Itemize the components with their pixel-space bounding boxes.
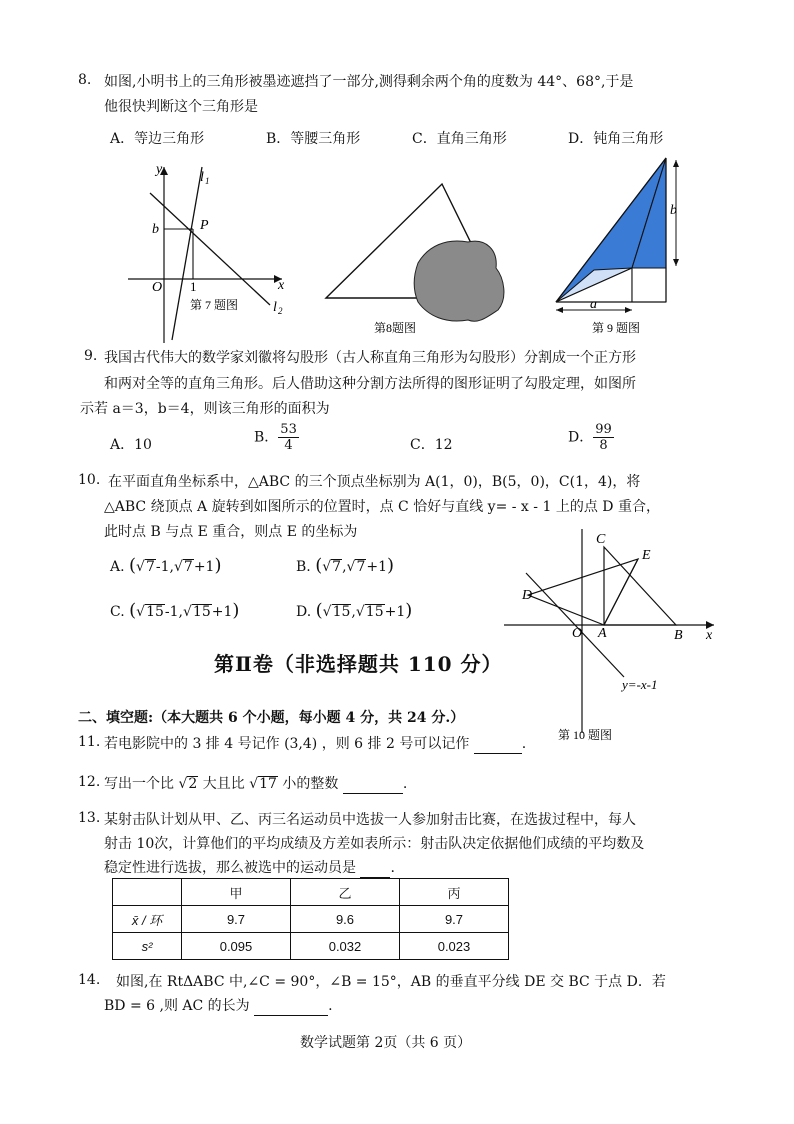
fig9-b-label: b	[670, 203, 677, 218]
q10-option-b-radicand2: 7	[356, 559, 366, 575]
q10-option-a-prefix: A.	[110, 559, 125, 575]
fig10-c-label: C	[596, 532, 606, 547]
table-row	[113, 879, 509, 906]
q14-text-line1: 如图,在 RtΔABC 中,∠C = 90°，∠B = 15°，AB 的垂直平分线 DE 交 BC 于点 D．若	[116, 974, 666, 990]
q10-option-c: C. (√15-1,√15+1)	[110, 600, 240, 621]
q11-number: 11.	[78, 734, 101, 750]
q11-end: .	[521, 736, 527, 752]
q9-text-line1: 我国古代伟大的数学家刘徽将勾股形（古人称直角三角形为勾股形）分割成一个正方形	[104, 350, 636, 366]
q10-option-b-mid: ,	[342, 559, 347, 575]
q10-text-line3: 此时点 B 与点 E 重合，则点 E 的坐标为	[104, 524, 358, 540]
q10-option-d-radicand1: 15	[332, 604, 351, 620]
q10-option-a: A. (√7-1,√7+1)	[110, 555, 222, 576]
q9-text-line2: 和两对全等的直角三角形。后人借助这种分割方法所得的图形证明了勾股定理，如图所	[104, 376, 636, 392]
q8-text-line2: 他很快判断这个三角形是	[104, 99, 258, 115]
q13-text-line3	[104, 858, 395, 878]
table-cell: 0.095	[182, 933, 291, 960]
q9-option-d-denominator: 8	[599, 438, 608, 453]
q12-end: .	[402, 776, 408, 792]
q11-answer-blank[interactable]	[474, 739, 522, 754]
q10-option-d-end: +1	[384, 604, 406, 620]
q9-option-d-prefix: D．	[568, 429, 594, 446]
fig9-caption: 第 9 题图	[592, 321, 641, 335]
figure-10	[500, 525, 730, 750]
fig10-e-label: E	[642, 548, 651, 563]
q9-number: 9.	[84, 348, 98, 364]
fig7-b-label: b	[152, 222, 159, 237]
fig7-l2-subscript: 2	[278, 306, 283, 316]
q9-option-b-prefix: B．	[254, 429, 279, 446]
q13-text-line2: 射击 10次，计算他们的平均成绩及方差如表所示：射击队决定依据他们成绩的平均数及	[104, 836, 645, 852]
q8-option-a: A．等边三角形	[110, 131, 205, 147]
fig10-o-label: O	[572, 626, 583, 641]
q8-number: 8.	[78, 72, 92, 88]
q13-score-table	[112, 878, 509, 960]
figure-7	[120, 155, 300, 345]
table-cell: 9.6	[291, 906, 400, 933]
q10-option-a-radicand1: 7	[145, 559, 155, 575]
table-row	[113, 933, 509, 960]
q14-answer-blank[interactable]	[254, 1001, 328, 1016]
table-header-jia: 甲	[182, 879, 291, 906]
q14-text-line2	[104, 996, 333, 1016]
q10-text-line1: 在平面直角坐标系中，△ABC 的三个顶点坐标别为 A(1，0)，B(5，0)，C(1，4)，将	[108, 474, 641, 490]
fig7-one-label: 1	[190, 279, 197, 294]
q14-end: .	[328, 998, 333, 1014]
fig10-d-label: D	[522, 588, 533, 603]
fig7-caption: 第 7 题图	[190, 298, 239, 312]
q12-radicand2: 17	[259, 776, 277, 792]
table-row	[113, 906, 509, 933]
table-cell: 0.023	[400, 933, 509, 960]
q12-text: 写出一个比 √2 大且比 √17 小的整数 .	[104, 776, 408, 792]
q9-option-b	[254, 422, 299, 453]
table-header-blank	[113, 879, 182, 906]
q10-option-a-mid: -1,	[155, 559, 174, 575]
fig10-b-label: B	[674, 628, 683, 643]
figure-8	[318, 178, 518, 343]
q12-radicand1: 2	[188, 776, 198, 792]
q9-option-b-denominator: 4	[284, 438, 293, 453]
q10-option-a-end: +1	[193, 559, 215, 575]
q10-text-line2: △ABC 绕顶点 A 旋转到如图所示的位置时，点 C 恰好与直线 y= - x - 1 上的点 D 重合，	[104, 499, 660, 515]
q10-option-b-radicand1: 7	[332, 559, 342, 575]
q9-option-d-fraction	[593, 422, 614, 453]
table-header-yi: 乙	[291, 879, 400, 906]
q13-number: 13.	[78, 810, 101, 826]
figure-9	[548, 150, 698, 340]
q10-option-a-radicand2: 7	[183, 559, 193, 575]
q9-option-d-numerator: 99	[595, 422, 612, 437]
table-cell: 9.7	[182, 906, 291, 933]
q10-option-b-prefix: B.	[296, 559, 311, 575]
q12-number: 12.	[78, 774, 101, 790]
fig7-y-label: y	[156, 162, 163, 177]
fig8-caption: 第8题图	[374, 321, 417, 335]
fig9-a-label: a	[590, 297, 597, 312]
q12-text-a: 写出一个比	[104, 776, 174, 792]
q10-option-d: D. (√15,√15+1)	[296, 600, 413, 621]
q11-text-body: 若电影院中的 3 排 4 号记作 (3,4) ，则 6 排 2 号可以记作	[104, 736, 470, 752]
table-row-label-mean: x̄ / 环	[113, 906, 182, 933]
part2-title: 第Ⅱ卷（非选择题共 110 分）	[214, 652, 503, 676]
q10-option-d-prefix: D.	[296, 604, 312, 620]
fig7-p-label: P	[200, 218, 209, 233]
q10-option-c-radicand1: 15	[146, 604, 164, 620]
fig7-l1-label: l	[200, 170, 204, 185]
q12-answer-blank[interactable]	[343, 779, 403, 794]
q13-answer-blank[interactable]	[360, 863, 390, 878]
fig7-o-label: O	[152, 280, 163, 295]
q10-option-c-mid: -1,	[164, 604, 183, 620]
q11-text	[104, 734, 526, 754]
q10-option-b-end: +1	[366, 559, 388, 575]
fig10-line-label: y=-x-1	[622, 677, 658, 692]
q9-option-c: C．12	[410, 437, 453, 453]
q12-text-c: 小的整数	[282, 776, 339, 792]
q14-text-line2-body: BD = 6 ,则 AC 的长为	[104, 998, 250, 1014]
q9-option-d	[568, 422, 614, 453]
fig7-x-label: x	[278, 278, 285, 293]
table-row-label-variance: s²	[113, 933, 182, 960]
q10-option-c-radicand2: 15	[192, 604, 211, 620]
q8-option-d: D．钝角三角形	[568, 131, 664, 147]
fig10-a-label: A	[598, 626, 607, 641]
page-footer: 数学试题第 2页（共 6 页）	[300, 1035, 472, 1051]
q10-option-d-radicand2: 15	[365, 604, 384, 620]
q8-text-line1: 如图,小明书上的三角形被墨迹遮挡了一部分,测得剩余两个角的度数为 44°、68°,于是	[104, 74, 634, 90]
q10-number: 10.	[78, 472, 101, 488]
q14-number: 14.	[78, 972, 101, 988]
q9-option-b-numerator: 53	[280, 422, 297, 437]
fig10-caption: 第 10 题图	[558, 728, 613, 742]
section2-heading: 二、填空题:（本大题共 6 个小题，每小题 4 分，共 24 分.）	[78, 710, 465, 726]
q13-end: .	[390, 860, 395, 876]
fig10-x-label: x	[706, 628, 713, 643]
q12-text-b: 大且比	[202, 776, 245, 792]
q9-option-a: A．10	[110, 437, 152, 453]
fig7-l1-subscript: 1	[205, 176, 210, 186]
table-cell: 9.7	[400, 906, 509, 933]
q13-text-line3-body: 稳定性进行选拔，那么被选中的运动员是	[104, 860, 356, 876]
q8-option-b: B．等腰三角形	[266, 131, 361, 147]
table-header-bing: 丙	[400, 879, 509, 906]
table-cell: 0.032	[291, 933, 400, 960]
fig7-l2-label: l	[273, 300, 277, 315]
q9-text-line3: 示若 a＝3，b＝4，则该三角形的面积为	[80, 401, 330, 417]
q10-option-b: B. (√7,√7+1)	[296, 555, 395, 576]
q9-option-b-fraction	[278, 422, 299, 453]
q13-text-line1: 某射击队计划从甲、乙、丙三名运动员中选拔一人参加射击比赛，在选拔过程中，每人	[104, 812, 636, 828]
q10-option-c-prefix: C.	[110, 604, 125, 620]
q8-option-c: C．直角三角形	[412, 131, 507, 147]
q10-option-c-end: +1	[211, 604, 233, 620]
q10-option-d-mid: ,	[351, 604, 356, 620]
